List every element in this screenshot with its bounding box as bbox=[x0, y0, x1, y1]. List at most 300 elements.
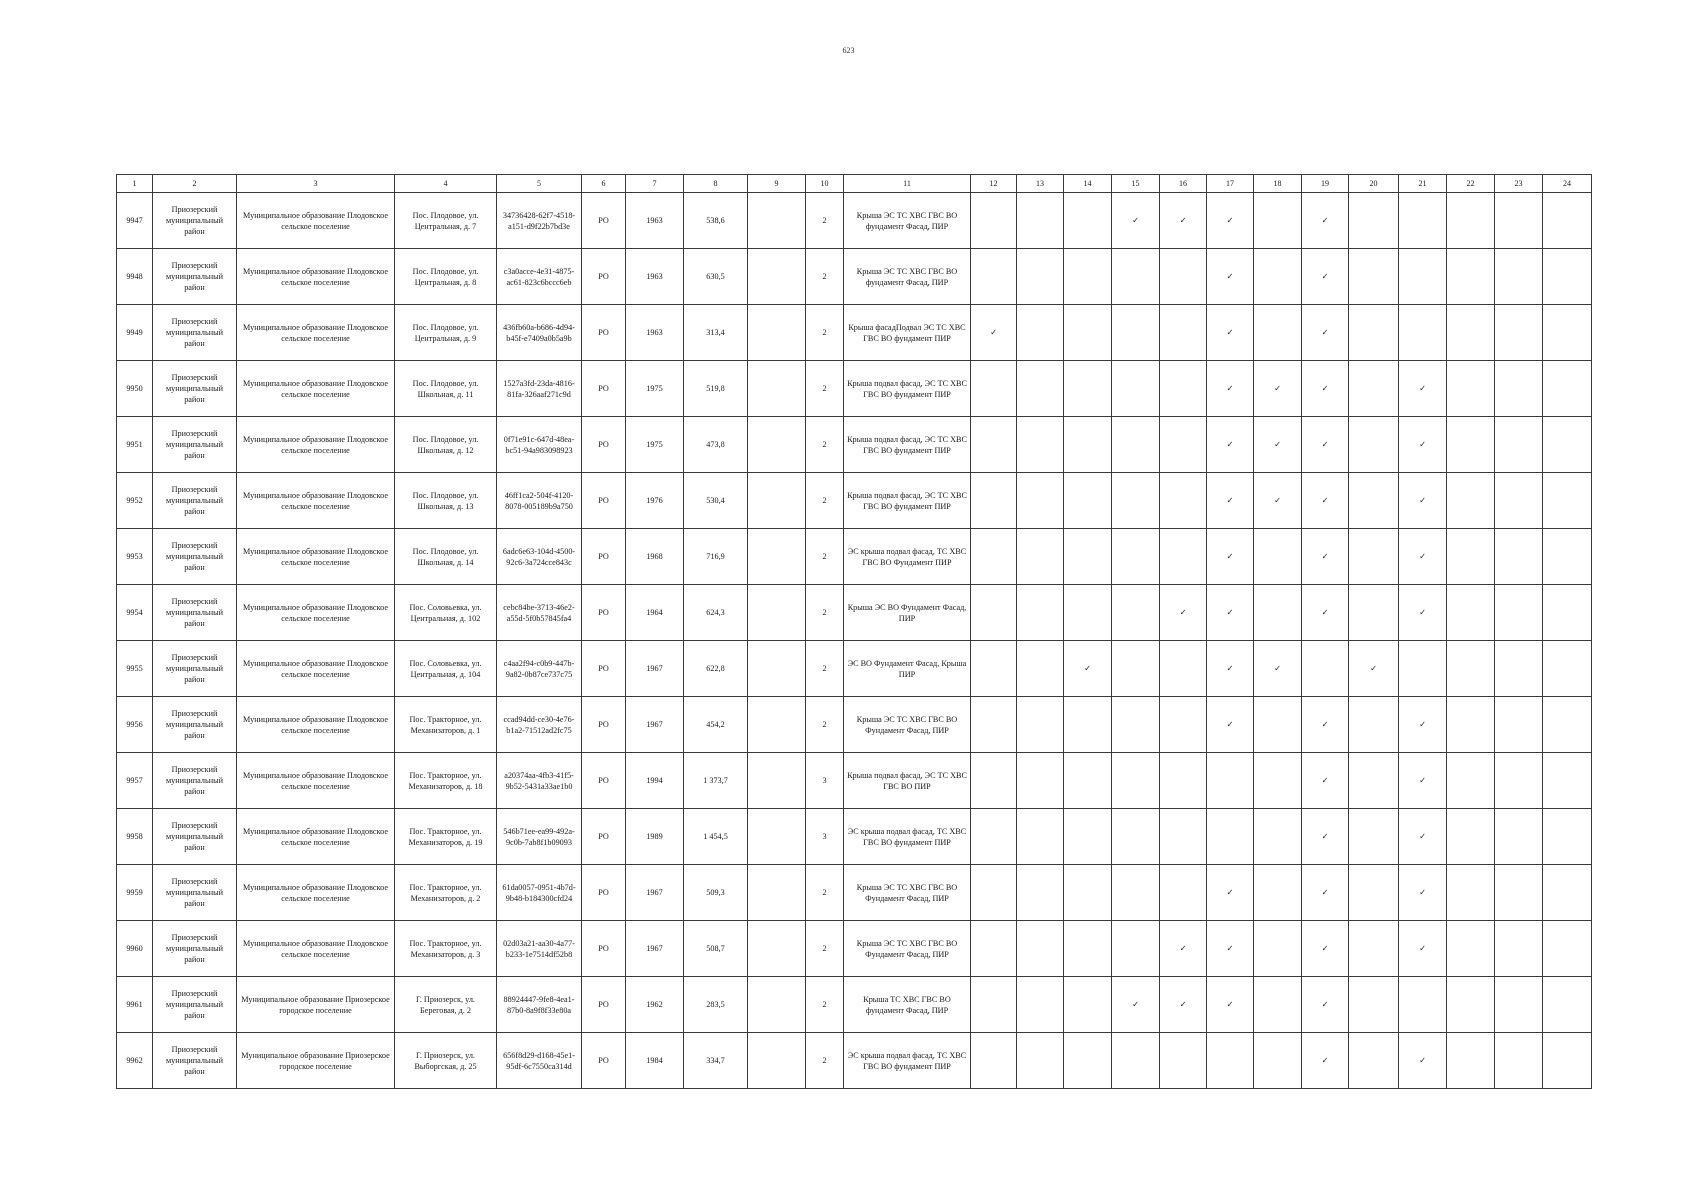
municipality-cell: Муниципальное образование Плодовское сельское поселение bbox=[237, 921, 395, 977]
work-types-cell: Крыша ЭС ТС ХВС ГВС ВО Фундамент Фасад, ПИР bbox=[844, 697, 971, 753]
check-mark-icon: ✓ bbox=[1302, 921, 1349, 977]
work-types-cell: ЭС крыша подвал фасад, ТС ХВС ГВС ВО фундамент ПИР bbox=[844, 1033, 971, 1089]
municipality-cell: Муниципальное образование Плодовское сельское поселение bbox=[237, 529, 395, 585]
work-types-cell: Крыша ЭС ТС ХВС ГВС ВО фундамент Фасад, ПИР bbox=[844, 249, 971, 305]
municipality-cell: Муниципальное образование Плодовское сельское поселение bbox=[237, 361, 395, 417]
column-14-cell bbox=[1064, 193, 1112, 249]
column-12-cell bbox=[971, 361, 1017, 417]
table-row bbox=[117, 249, 1592, 305]
column-18-cell bbox=[1254, 585, 1302, 641]
column-header-8: 8 bbox=[684, 175, 748, 193]
column-21-cell bbox=[1399, 193, 1447, 249]
house-guid-cell: c3a0acce-4e31-4875-ac61-823c6bccc6eb bbox=[497, 249, 582, 305]
column-header-17: 17 bbox=[1207, 175, 1254, 193]
check-mark-icon: ✓ bbox=[1399, 361, 1447, 417]
fund-type-cell: РО bbox=[582, 529, 626, 585]
column-20-cell bbox=[1349, 529, 1399, 585]
check-mark-icon: ✓ bbox=[1399, 417, 1447, 473]
row-number-cell: 9957 bbox=[117, 753, 153, 809]
fund-type-cell: РО bbox=[582, 585, 626, 641]
column-14-cell bbox=[1064, 529, 1112, 585]
fund-type-cell: РО bbox=[582, 753, 626, 809]
check-mark-icon: ✓ bbox=[1254, 361, 1302, 417]
column-13-cell bbox=[1017, 193, 1064, 249]
table-row bbox=[117, 529, 1592, 585]
check-mark-icon: ✓ bbox=[1302, 417, 1349, 473]
address-cell: Пос. Соловьевка, ул. Центральная, д. 102 bbox=[395, 585, 497, 641]
column-18-cell bbox=[1254, 193, 1302, 249]
fund-type-cell: РО bbox=[582, 305, 626, 361]
area-cell: 630,5 bbox=[684, 249, 748, 305]
column-13-cell bbox=[1017, 697, 1064, 753]
column-14-cell bbox=[1064, 305, 1112, 361]
area-cell: 454,2 bbox=[684, 697, 748, 753]
column-13-cell bbox=[1017, 529, 1064, 585]
column-9-cell bbox=[748, 529, 806, 585]
column-22-cell bbox=[1447, 361, 1495, 417]
build-year-cell: 1975 bbox=[626, 361, 684, 417]
check-mark-icon: ✓ bbox=[1160, 193, 1207, 249]
column-24-cell bbox=[1543, 529, 1592, 585]
column-18-cell bbox=[1254, 921, 1302, 977]
check-mark-icon: ✓ bbox=[1399, 585, 1447, 641]
table-row bbox=[117, 473, 1592, 529]
house-guid-cell: 02d03a21-aa30-4a77-b233-1e7514df52b8 bbox=[497, 921, 582, 977]
address-cell: Пос. Тракторное, ул. Механизаторов, д. 1 bbox=[395, 697, 497, 753]
column-header-24: 24 bbox=[1543, 175, 1592, 193]
district-cell: Приозерский муниципальный район bbox=[153, 417, 237, 473]
column-18-cell bbox=[1254, 977, 1302, 1033]
address-cell: Пос. Плодовое, ул. Школьная, д. 12 bbox=[395, 417, 497, 473]
column-24-cell bbox=[1543, 977, 1592, 1033]
column-24-cell bbox=[1543, 641, 1592, 697]
check-mark-icon: ✓ bbox=[1302, 753, 1349, 809]
address-cell: Пос. Тракторное, ул. Механизаторов, д. 2 bbox=[395, 865, 497, 921]
area-cell: 283,5 bbox=[684, 977, 748, 1033]
column-13-cell bbox=[1017, 249, 1064, 305]
column-24-cell bbox=[1543, 753, 1592, 809]
column-header-5: 5 bbox=[497, 175, 582, 193]
check-mark-icon: ✓ bbox=[1207, 417, 1254, 473]
build-year-cell: 1963 bbox=[626, 249, 684, 305]
column-16-cell bbox=[1160, 809, 1207, 865]
check-mark-icon: ✓ bbox=[1207, 977, 1254, 1033]
address-cell: Пос. Тракторное, ул. Механизаторов, д. 3 bbox=[395, 921, 497, 977]
work-types-cell: ЭС крыша подвал фасад, ТС ХВС ГВС ВО Фундамент ПИР bbox=[844, 529, 971, 585]
house-guid-cell: cebc84be-3713-46e2-a55d-5f0b57845fa4 bbox=[497, 585, 582, 641]
house-guid-cell: 546b71ee-ea99-492a-9c0b-7ab8f1b09093 bbox=[497, 809, 582, 865]
fund-type-cell: РО bbox=[582, 417, 626, 473]
column-22-cell bbox=[1447, 977, 1495, 1033]
check-mark-icon: ✓ bbox=[1207, 305, 1254, 361]
address-cell: Пос. Плодовое, ул. Школьная, д. 14 bbox=[395, 529, 497, 585]
check-mark-icon: ✓ bbox=[971, 305, 1017, 361]
fund-type-cell: РО bbox=[582, 809, 626, 865]
column-12-cell bbox=[971, 865, 1017, 921]
column-10-cell: 2 bbox=[806, 249, 844, 305]
column-13-cell bbox=[1017, 921, 1064, 977]
row-number-cell: 9947 bbox=[117, 193, 153, 249]
work-types-cell: Крыша подвал фасад, ЭС ТС ХВС ГВС ВО фундамент ПИР bbox=[844, 361, 971, 417]
column-16-cell bbox=[1160, 305, 1207, 361]
work-types-cell: Крыша ЭС ТС ХВС ГВС ВО Фундамент Фасад, ПИР bbox=[844, 921, 971, 977]
house-guid-cell: 34736428-62f7-4518-a151-d9f22b7bd3e bbox=[497, 193, 582, 249]
check-mark-icon: ✓ bbox=[1207, 641, 1254, 697]
column-header-15: 15 bbox=[1112, 175, 1160, 193]
check-mark-icon: ✓ bbox=[1207, 361, 1254, 417]
table-row bbox=[117, 865, 1592, 921]
column-23-cell bbox=[1495, 361, 1543, 417]
column-21-cell bbox=[1399, 305, 1447, 361]
house-guid-cell: 436fb60a-b686-4d94-b45f-e7409a0b5a9b bbox=[497, 305, 582, 361]
column-15-cell bbox=[1112, 921, 1160, 977]
municipality-cell: Муниципальное образование Плодовское сельское поселение bbox=[237, 585, 395, 641]
check-mark-icon: ✓ bbox=[1207, 193, 1254, 249]
check-mark-icon: ✓ bbox=[1207, 529, 1254, 585]
check-mark-icon: ✓ bbox=[1302, 1033, 1349, 1089]
work-types-cell: Крыша ЭС ТС ХВС ГВС ВО Фундамент Фасад, ПИР bbox=[844, 865, 971, 921]
build-year-cell: 1968 bbox=[626, 529, 684, 585]
work-types-cell: Крыша подвал фасад, ЭС ТС ХВС ГВС ВО фундамент ПИР bbox=[844, 473, 971, 529]
column-12-cell bbox=[971, 473, 1017, 529]
column-12-cell bbox=[971, 697, 1017, 753]
column-23-cell bbox=[1495, 921, 1543, 977]
column-header-3: 3 bbox=[237, 175, 395, 193]
column-20-cell bbox=[1349, 753, 1399, 809]
column-24-cell bbox=[1543, 305, 1592, 361]
district-cell: Приозерский муниципальный район bbox=[153, 921, 237, 977]
check-mark-icon: ✓ bbox=[1207, 921, 1254, 977]
column-13-cell bbox=[1017, 585, 1064, 641]
address-cell: Пос. Плодовое, ул. Центральная, д. 7 bbox=[395, 193, 497, 249]
table-row bbox=[117, 1033, 1592, 1089]
column-18-cell bbox=[1254, 865, 1302, 921]
column-14-cell bbox=[1064, 697, 1112, 753]
work-types-cell: ЭС ВО Фундамент Фасад, Крыша ПИР bbox=[844, 641, 971, 697]
municipality-cell: Муниципальное образование Приозерское городское поселение bbox=[237, 1033, 395, 1089]
column-15-cell bbox=[1112, 529, 1160, 585]
column-9-cell bbox=[748, 809, 806, 865]
column-header-14: 14 bbox=[1064, 175, 1112, 193]
column-16-cell bbox=[1160, 1033, 1207, 1089]
column-18-cell bbox=[1254, 1033, 1302, 1089]
column-header-1: 1 bbox=[117, 175, 153, 193]
column-10-cell: 2 bbox=[806, 697, 844, 753]
column-13-cell bbox=[1017, 417, 1064, 473]
row-number-cell: 9952 bbox=[117, 473, 153, 529]
column-16-cell bbox=[1160, 361, 1207, 417]
check-mark-icon: ✓ bbox=[1399, 753, 1447, 809]
build-year-cell: 1967 bbox=[626, 921, 684, 977]
column-20-cell bbox=[1349, 305, 1399, 361]
column-13-cell bbox=[1017, 1033, 1064, 1089]
column-10-cell: 3 bbox=[806, 753, 844, 809]
check-mark-icon: ✓ bbox=[1207, 697, 1254, 753]
column-24-cell bbox=[1543, 1033, 1592, 1089]
municipality-cell: Муниципальное образование Плодовское сельское поселение bbox=[237, 809, 395, 865]
address-cell: Г. Приозерск, ул. Выборгская, д. 25 bbox=[395, 1033, 497, 1089]
page-number: 623 bbox=[842, 46, 855, 55]
column-header-16: 16 bbox=[1160, 175, 1207, 193]
fund-type-cell: РО bbox=[582, 697, 626, 753]
check-mark-icon: ✓ bbox=[1207, 249, 1254, 305]
row-number-cell: 9955 bbox=[117, 641, 153, 697]
column-16-cell bbox=[1160, 697, 1207, 753]
fund-type-cell: РО bbox=[582, 641, 626, 697]
column-10-cell: 2 bbox=[806, 865, 844, 921]
district-cell: Приозерский муниципальный район bbox=[153, 977, 237, 1033]
column-15-cell bbox=[1112, 305, 1160, 361]
check-mark-icon: ✓ bbox=[1349, 641, 1399, 697]
column-header-22: 22 bbox=[1447, 175, 1495, 193]
column-24-cell bbox=[1543, 921, 1592, 977]
district-cell: Приозерский муниципальный район bbox=[153, 529, 237, 585]
check-mark-icon: ✓ bbox=[1302, 305, 1349, 361]
table-row bbox=[117, 641, 1592, 697]
district-cell: Приозерский муниципальный район bbox=[153, 641, 237, 697]
column-10-cell: 2 bbox=[806, 361, 844, 417]
column-22-cell bbox=[1447, 473, 1495, 529]
column-9-cell bbox=[748, 305, 806, 361]
column-14-cell bbox=[1064, 473, 1112, 529]
check-mark-icon: ✓ bbox=[1207, 865, 1254, 921]
column-9-cell bbox=[748, 249, 806, 305]
column-22-cell bbox=[1447, 865, 1495, 921]
column-22-cell bbox=[1447, 753, 1495, 809]
column-15-cell bbox=[1112, 865, 1160, 921]
area-cell: 334,7 bbox=[684, 1033, 748, 1089]
area-cell: 1 454,5 bbox=[684, 809, 748, 865]
column-10-cell: 2 bbox=[806, 585, 844, 641]
column-24-cell bbox=[1543, 249, 1592, 305]
column-14-cell bbox=[1064, 361, 1112, 417]
check-mark-icon: ✓ bbox=[1254, 417, 1302, 473]
column-16-cell bbox=[1160, 529, 1207, 585]
column-15-cell bbox=[1112, 361, 1160, 417]
column-20-cell bbox=[1349, 249, 1399, 305]
column-24-cell bbox=[1543, 809, 1592, 865]
address-cell: Пос. Тракторное, ул. Механизаторов, д. 19 bbox=[395, 809, 497, 865]
district-cell: Приозерский муниципальный район bbox=[153, 361, 237, 417]
fund-type-cell: РО bbox=[582, 865, 626, 921]
column-22-cell bbox=[1447, 1033, 1495, 1089]
column-22-cell bbox=[1447, 585, 1495, 641]
column-24-cell bbox=[1543, 473, 1592, 529]
column-header-4: 4 bbox=[395, 175, 497, 193]
table-row bbox=[117, 809, 1592, 865]
district-cell: Приозерский муниципальный район bbox=[153, 697, 237, 753]
check-mark-icon: ✓ bbox=[1399, 1033, 1447, 1089]
column-23-cell bbox=[1495, 865, 1543, 921]
municipality-cell: Муниципальное образование Плодовское сельское поселение bbox=[237, 697, 395, 753]
column-9-cell bbox=[748, 473, 806, 529]
row-number-cell: 9960 bbox=[117, 921, 153, 977]
column-16-cell bbox=[1160, 417, 1207, 473]
row-number-cell: 9958 bbox=[117, 809, 153, 865]
row-number-cell: 9962 bbox=[117, 1033, 153, 1089]
check-mark-icon: ✓ bbox=[1302, 361, 1349, 417]
area-cell: 716,9 bbox=[684, 529, 748, 585]
check-mark-icon: ✓ bbox=[1160, 921, 1207, 977]
column-23-cell bbox=[1495, 473, 1543, 529]
address-cell: Пос. Плодовое, ул. Центральная, д. 8 bbox=[395, 249, 497, 305]
work-types-cell: Крыша подвал фасад, ЭС ТС ХВС ГВС ВО ПИР bbox=[844, 753, 971, 809]
build-year-cell: 1984 bbox=[626, 1033, 684, 1089]
municipality-cell: Муниципальное образование Плодовское сельское поселение bbox=[237, 473, 395, 529]
column-15-cell bbox=[1112, 697, 1160, 753]
column-20-cell bbox=[1349, 977, 1399, 1033]
column-20-cell bbox=[1349, 193, 1399, 249]
column-23-cell bbox=[1495, 193, 1543, 249]
column-10-cell: 2 bbox=[806, 529, 844, 585]
column-23-cell bbox=[1495, 697, 1543, 753]
build-year-cell: 1962 bbox=[626, 977, 684, 1033]
column-header-18: 18 bbox=[1254, 175, 1302, 193]
check-mark-icon: ✓ bbox=[1302, 809, 1349, 865]
column-12-cell bbox=[971, 753, 1017, 809]
table-row bbox=[117, 361, 1592, 417]
column-23-cell bbox=[1495, 753, 1543, 809]
column-12-cell bbox=[971, 641, 1017, 697]
district-cell: Приозерский муниципальный район bbox=[153, 193, 237, 249]
check-mark-icon: ✓ bbox=[1302, 529, 1349, 585]
check-mark-icon: ✓ bbox=[1112, 193, 1160, 249]
fund-type-cell: РО bbox=[582, 473, 626, 529]
row-number-cell: 9951 bbox=[117, 417, 153, 473]
column-13-cell bbox=[1017, 977, 1064, 1033]
column-15-cell bbox=[1112, 249, 1160, 305]
column-16-cell bbox=[1160, 641, 1207, 697]
column-24-cell bbox=[1543, 417, 1592, 473]
column-24-cell bbox=[1543, 361, 1592, 417]
column-header-13: 13 bbox=[1017, 175, 1064, 193]
column-14-cell bbox=[1064, 1033, 1112, 1089]
column-17-cell bbox=[1207, 753, 1254, 809]
row-number-cell: 9954 bbox=[117, 585, 153, 641]
column-9-cell bbox=[748, 193, 806, 249]
work-types-cell: Крыша фасадПодвал ЭС ТС ХВС ГВС ВО фундамент ПИР bbox=[844, 305, 971, 361]
column-9-cell bbox=[748, 865, 806, 921]
check-mark-icon: ✓ bbox=[1302, 697, 1349, 753]
column-22-cell bbox=[1447, 249, 1495, 305]
column-22-cell bbox=[1447, 809, 1495, 865]
column-9-cell bbox=[748, 1033, 806, 1089]
column-18-cell bbox=[1254, 809, 1302, 865]
municipality-cell: Муниципальное образование Плодовское сельское поселение bbox=[237, 305, 395, 361]
column-header-21: 21 bbox=[1399, 175, 1447, 193]
check-mark-icon: ✓ bbox=[1254, 473, 1302, 529]
build-year-cell: 1964 bbox=[626, 585, 684, 641]
column-header-20: 20 bbox=[1349, 175, 1399, 193]
column-12-cell bbox=[971, 1033, 1017, 1089]
column-15-cell bbox=[1112, 1033, 1160, 1089]
check-mark-icon: ✓ bbox=[1112, 977, 1160, 1033]
column-20-cell bbox=[1349, 473, 1399, 529]
column-22-cell bbox=[1447, 697, 1495, 753]
column-header-9: 9 bbox=[748, 175, 806, 193]
capital-repair-register-table bbox=[116, 174, 1592, 1089]
column-10-cell: 2 bbox=[806, 641, 844, 697]
column-9-cell bbox=[748, 417, 806, 473]
column-12-cell bbox=[971, 809, 1017, 865]
area-cell: 313,4 bbox=[684, 305, 748, 361]
column-9-cell bbox=[748, 361, 806, 417]
house-guid-cell: 6adc6e63-104d-4500-92c6-3a724cce843c bbox=[497, 529, 582, 585]
work-types-cell: ЭС крыша подвал фасад, ТС ХВС ГВС ВО фундамент ПИР bbox=[844, 809, 971, 865]
table-row bbox=[117, 697, 1592, 753]
column-22-cell bbox=[1447, 921, 1495, 977]
column-header-19: 19 bbox=[1302, 175, 1349, 193]
check-mark-icon: ✓ bbox=[1302, 249, 1349, 305]
column-13-cell bbox=[1017, 641, 1064, 697]
column-9-cell bbox=[748, 977, 806, 1033]
column-15-cell bbox=[1112, 753, 1160, 809]
fund-type-cell: РО bbox=[582, 921, 626, 977]
municipality-cell: Муниципальное образование Плодовское сельское поселение bbox=[237, 753, 395, 809]
column-20-cell bbox=[1349, 921, 1399, 977]
column-23-cell bbox=[1495, 977, 1543, 1033]
column-24-cell bbox=[1543, 697, 1592, 753]
column-19-cell bbox=[1302, 641, 1349, 697]
column-10-cell: 2 bbox=[806, 1033, 844, 1089]
address-cell: Г. Приозерск, ул. Береговая, д. 2 bbox=[395, 977, 497, 1033]
build-year-cell: 1963 bbox=[626, 305, 684, 361]
column-13-cell bbox=[1017, 305, 1064, 361]
column-15-cell bbox=[1112, 417, 1160, 473]
municipality-cell: Муниципальное образование Плодовское сельское поселение bbox=[237, 641, 395, 697]
column-13-cell bbox=[1017, 361, 1064, 417]
fund-type-cell: РО bbox=[582, 249, 626, 305]
column-23-cell bbox=[1495, 305, 1543, 361]
build-year-cell: 1967 bbox=[626, 697, 684, 753]
column-13-cell bbox=[1017, 753, 1064, 809]
table-body bbox=[117, 193, 1592, 1089]
column-13-cell bbox=[1017, 473, 1064, 529]
check-mark-icon: ✓ bbox=[1399, 865, 1447, 921]
address-cell: Пос. Плодовое, ул. Центральная, д. 9 bbox=[395, 305, 497, 361]
column-12-cell bbox=[971, 921, 1017, 977]
house-guid-cell: 656f8d29-d168-45e1-95df-6c7550ca314d bbox=[497, 1033, 582, 1089]
area-cell: 508,7 bbox=[684, 921, 748, 977]
district-cell: Приозерский муниципальный район bbox=[153, 1033, 237, 1089]
column-16-cell bbox=[1160, 473, 1207, 529]
column-18-cell bbox=[1254, 305, 1302, 361]
column-10-cell: 2 bbox=[806, 305, 844, 361]
column-20-cell bbox=[1349, 809, 1399, 865]
column-17-cell bbox=[1207, 1033, 1254, 1089]
area-cell: 509,3 bbox=[684, 865, 748, 921]
municipality-cell: Муниципальное образование Плодовское сельское поселение bbox=[237, 417, 395, 473]
municipality-cell: Муниципальное образование Плодовское сельское поселение bbox=[237, 249, 395, 305]
column-23-cell bbox=[1495, 641, 1543, 697]
column-header-6: 6 bbox=[582, 175, 626, 193]
column-24-cell bbox=[1543, 193, 1592, 249]
column-21-cell bbox=[1399, 977, 1447, 1033]
column-9-cell bbox=[748, 585, 806, 641]
district-cell: Приозерский муниципальный район bbox=[153, 865, 237, 921]
column-14-cell bbox=[1064, 977, 1112, 1033]
column-10-cell: 2 bbox=[806, 473, 844, 529]
column-12-cell bbox=[971, 529, 1017, 585]
column-12-cell bbox=[971, 585, 1017, 641]
column-header-23: 23 bbox=[1495, 175, 1543, 193]
row-number-cell: 9959 bbox=[117, 865, 153, 921]
table-row bbox=[117, 193, 1592, 249]
area-cell: 530,4 bbox=[684, 473, 748, 529]
house-guid-cell: 88924447-9fe8-4ea1-87b0-8a9f8f33e80a bbox=[497, 977, 582, 1033]
column-10-cell: 2 bbox=[806, 977, 844, 1033]
build-year-cell: 1989 bbox=[626, 809, 684, 865]
